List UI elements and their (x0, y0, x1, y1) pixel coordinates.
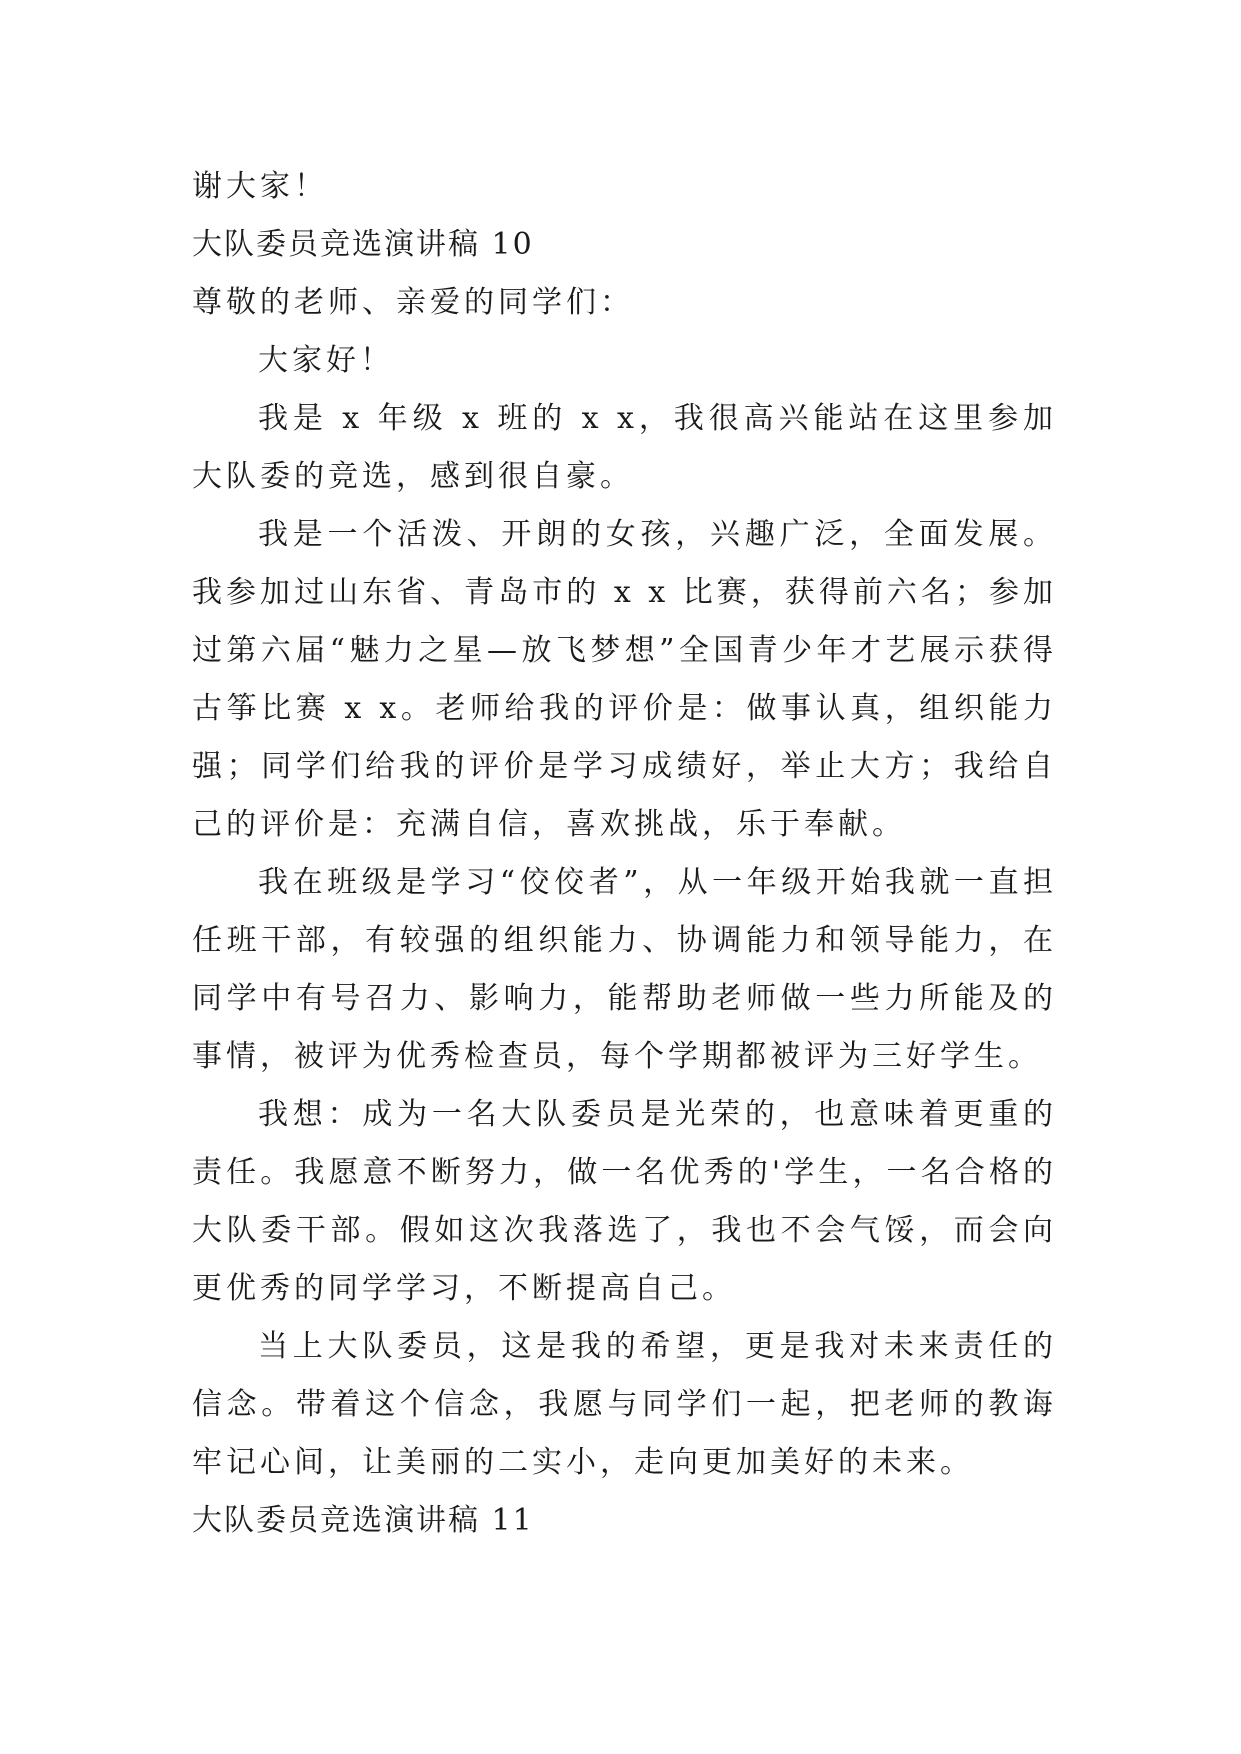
greeting: 大家好！ (258, 343, 394, 378)
paragraph-commitment: 我想：成为一名大队委员是光荣的，也意味着更重的责任。我愿意不断努力，做一名优秀的'学生，一名合格的大队委干部。假如这次我落选了，我也不会气馁，而会向更优秀的同学学习，不断提高自己。 (192, 1097, 1057, 1306)
paragraph-self-description: 我是一个活泼、开朗的女孩，兴趣广泛，全面发展。我参加过山东省、青岛市的 x x 比赛，获得前六名；参加过第六届“魅力之星—放飞梦想”全国青少年才艺展示获得古筝比赛 x x。老师给我的评价是：做事认真，组织能力强；同学们给我的评价是学习成绩好，举止大方；我给自己的评价是：充满自信，喜欢挑战，乐于奉献。 (192, 517, 1057, 842)
closing-line: 谢大家！ (192, 169, 328, 204)
salutation: 尊敬的老师、亲爱的同学们： (192, 285, 634, 320)
document-body (192, 158, 1057, 1550)
paragraph-closing-hope: 当上大队委员，这是我的希望，更是我对未来责任的信念。带着这个信念，我愿与同学们一起，把老师的教诲牢记心间，让美丽的二实小，走向更加美好的未来。 (192, 1329, 1057, 1480)
paragraph-intro: 我是 x 年级 x 班的 x x，我很高兴能站在这里参加大队委的竞选，感到很自豪。 (192, 401, 1057, 494)
speech-heading-10: 大队委员竞选演讲稿 10 (192, 227, 534, 262)
paragraph-class-role: 我在班级是学习“佼佼者”，从一年级开始我就一直担任班干部，有较强的组织能力、协调能力和领导能力，在同学中有号召力、影响力，能帮助老师做一些力所能及的事情，被评为优秀检查员，每个学期都被评为三好学生。 (192, 865, 1057, 1074)
speech-heading-11: 大队委员竞选演讲稿 11 (192, 1503, 534, 1538)
